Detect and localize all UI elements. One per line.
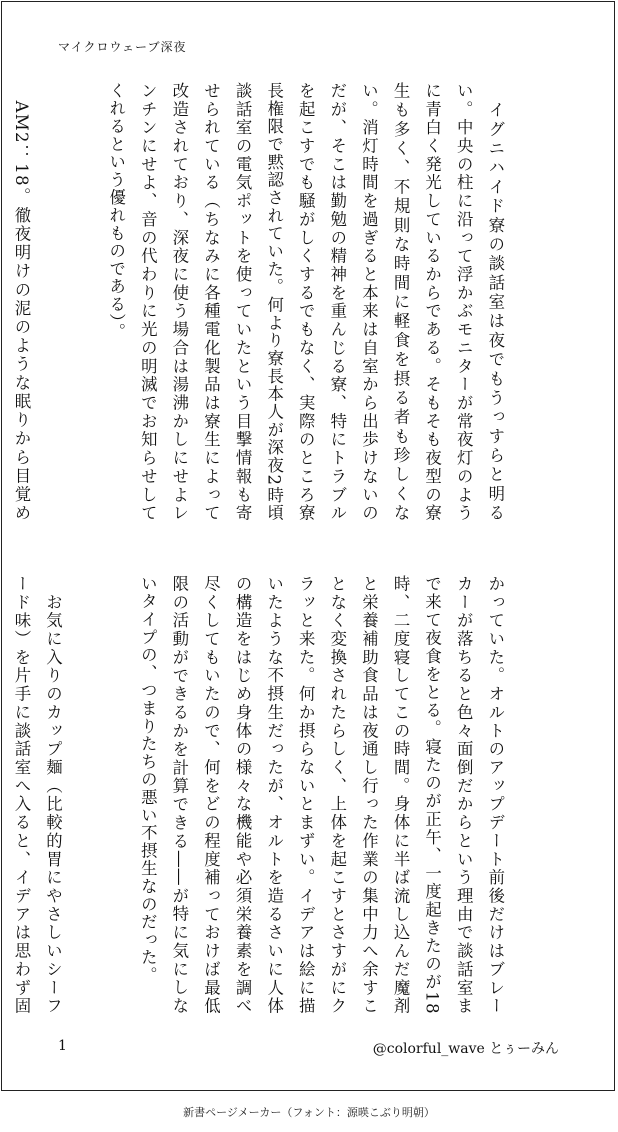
generator-caption: 新書ページメーカー（フォント：源暎こぶり明朝） xyxy=(183,1106,435,1119)
author-credit: @colorful_wave とぅーみん xyxy=(372,1041,559,1057)
page-number: 1 xyxy=(58,1038,67,1054)
body-text-lower xyxy=(11,575,574,1015)
paragraph: かっていた。オルトのアップデート前後だけはブレーカーが落ちると色々面倒だからという理由で談話室まで来て夜食をとる。寝たのが正午、一度起きたのが18時、二度寝してこの時間。身体に半ば流し込んだ魔剤と栄養補助食品は夜通し行った作業の集中力へ余すことなく変換されたらしく、上体を起こすとさすがにクラッと来た。何か摂らないとまずい。イデアは絵に描いたような不摂生だったが、オルトを造るさいに人体の構造をはじめ身体の様々な機能や必須栄養素を調べ尽くしてもいたので、何をどの程度補っておけば最低限の活動ができるかを計算できる――が特に気にしないタイプの、つまりたちの悪い不摂生なのだった。 xyxy=(138,575,505,1015)
book-page xyxy=(1,1,615,1091)
paragraph: AM2：18。徹夜明けの泥のような眠りから目覚め xyxy=(11,100,31,522)
body-text-upper xyxy=(11,82,574,522)
running-title: マイクロウェーブ深夜 xyxy=(58,40,187,54)
paragraph: イグニハイド寮の談話室は夜でもうっすらと明るい。中央の柱に沿って浮かぶモニターが常夜灯のように青白く発光しているからである。そもそも夜型の寮生も多く、不規則な時間に軽食を摂る者も珍しくない。消灯時間を過ぎると本来は自室から出歩けないのだが、そこは勤勉の精神を重んじる寮、特にトラブルを起こすでも騒がしくするでもなく、実際のところ寮長権限で黙認されていた。何より寮長本人が深夜2時頃談話室の電気ポットを使っていたという目撃情報も寄せられている（ちなみに各種電化製品は寮生によって改造されており、深夜に使う場合は湯沸かしにせよレンチンにせよ、音の代わりに光の明滅でお知らせしてくれるという優れものである）。 xyxy=(106,82,505,522)
paragraph: お気に入りのカップ麺（比較的胃にやさしいシーフード味）を片手に談話室へ入ると、イデアは思わず固 xyxy=(11,575,63,1015)
